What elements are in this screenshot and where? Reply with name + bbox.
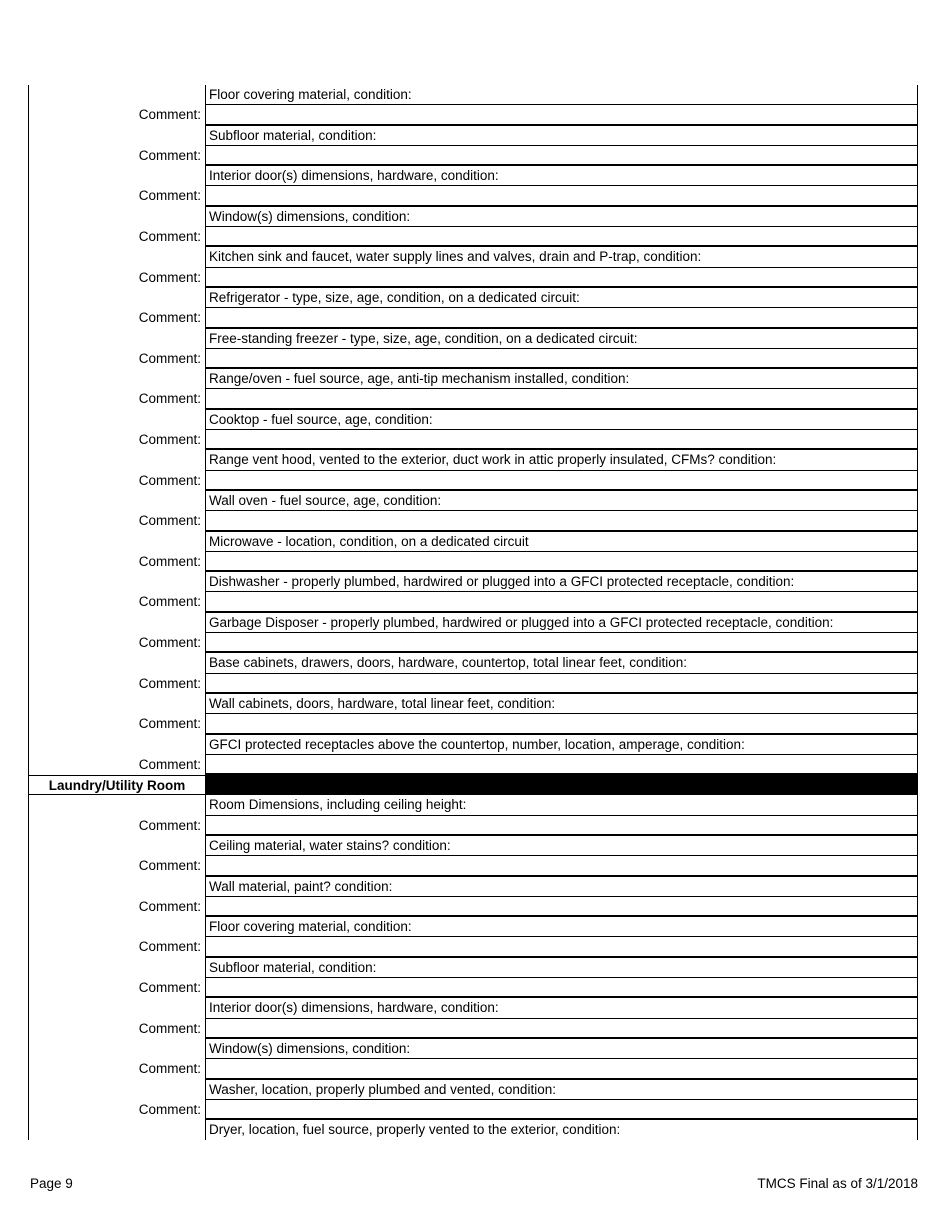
question-row — [28, 166, 918, 186]
comment-field[interactable] — [205, 186, 918, 206]
comment-label: Comment: — [28, 186, 205, 206]
comment-label: Comment: — [28, 897, 205, 917]
comment-field[interactable] — [205, 227, 918, 247]
comment-row — [28, 146, 918, 166]
comment-row — [28, 105, 918, 125]
comment-field[interactable] — [205, 430, 918, 450]
row-label-empty — [28, 836, 205, 856]
question-row — [28, 450, 918, 470]
inspection-form-table — [28, 85, 918, 1140]
comment-field[interactable] — [205, 511, 918, 531]
question-text: Wall material, paint? condition: — [205, 877, 918, 897]
question-row — [28, 735, 918, 755]
question-text: GFCI protected receptacles above the countertop, number, location, amperage, condition: — [205, 735, 918, 755]
comment-row — [28, 349, 918, 369]
row-label-empty — [28, 126, 205, 146]
comment-row — [28, 816, 918, 836]
comment-label: Comment: — [28, 1059, 205, 1079]
question-row — [28, 126, 918, 146]
comment-field[interactable] — [205, 105, 918, 125]
question-row — [28, 491, 918, 511]
comment-field[interactable] — [205, 755, 918, 775]
question-text: Wall cabinets, doors, hardware, total linear feet, condition: — [205, 694, 918, 714]
question-text: Dishwasher - properly plumbed, hardwired or plugged into a GFCI protected receptacle, condition: — [205, 572, 918, 592]
row-label-empty — [28, 532, 205, 552]
question-row — [28, 247, 918, 267]
comment-row — [28, 674, 918, 694]
question-text: Window(s) dimensions, condition: — [205, 1039, 918, 1059]
question-row — [28, 410, 918, 430]
row-label-empty — [28, 369, 205, 389]
comment-label: Comment: — [28, 714, 205, 734]
question-text: Wall oven - fuel source, age, condition: — [205, 491, 918, 511]
row-label-empty — [28, 998, 205, 1018]
question-text: Dryer, location, fuel source, properly vented to the exterior, condition: — [205, 1120, 918, 1140]
question-row — [28, 998, 918, 1018]
section-header-row — [28, 775, 918, 795]
comment-row — [28, 897, 918, 917]
comment-row — [28, 714, 918, 734]
comment-field[interactable] — [205, 1019, 918, 1039]
question-row — [28, 1120, 918, 1140]
question-row — [28, 836, 918, 856]
comment-row — [28, 308, 918, 328]
question-row — [28, 694, 918, 714]
question-row — [28, 795, 918, 815]
question-row — [28, 917, 918, 937]
question-row — [28, 329, 918, 349]
comment-row — [28, 1019, 918, 1039]
question-row — [28, 653, 918, 673]
question-text: Interior door(s) dimensions, hardware, condition: — [205, 166, 918, 186]
comment-field[interactable] — [205, 978, 918, 998]
comment-label: Comment: — [28, 268, 205, 288]
comment-label: Comment: — [28, 552, 205, 572]
comment-label: Comment: — [28, 856, 205, 876]
question-text: Microwave - location, condition, on a dedicated circuit — [205, 532, 918, 552]
comment-label: Comment: — [28, 937, 205, 957]
row-label-empty — [28, 288, 205, 308]
row-label-empty — [28, 613, 205, 633]
comment-field[interactable] — [205, 816, 918, 836]
question-text: Ceiling material, water stains? condition: — [205, 836, 918, 856]
comment-field[interactable] — [205, 937, 918, 957]
comment-row — [28, 268, 918, 288]
comment-field[interactable] — [205, 592, 918, 612]
row-label-empty — [28, 1120, 205, 1140]
comment-label: Comment: — [28, 471, 205, 491]
row-label-empty — [28, 410, 205, 430]
comment-field[interactable] — [205, 268, 918, 288]
question-text: Subfloor material, condition: — [205, 958, 918, 978]
row-label-empty — [28, 694, 205, 714]
section-title: Laundry/Utility Room — [28, 775, 205, 795]
comment-row — [28, 511, 918, 531]
comment-row — [28, 633, 918, 653]
document-version: TMCS Final as of 3/1/2018 — [757, 1176, 918, 1191]
question-text: Washer, location, properly plumbed and vented, condition: — [205, 1080, 918, 1100]
comment-row — [28, 552, 918, 572]
comment-field[interactable] — [205, 471, 918, 491]
comment-label: Comment: — [28, 146, 205, 166]
question-text: Room Dimensions, including ceiling height: — [205, 795, 918, 815]
question-text: Floor covering material, condition: — [205, 85, 918, 105]
comment-label: Comment: — [28, 511, 205, 531]
row-label-empty — [28, 1080, 205, 1100]
comment-label: Comment: — [28, 349, 205, 369]
comment-field[interactable] — [205, 856, 918, 876]
comment-row — [28, 186, 918, 206]
row-label-empty — [28, 207, 205, 227]
page-number: Page 9 — [30, 1176, 73, 1191]
row-label-empty — [28, 877, 205, 897]
comment-field[interactable] — [205, 1059, 918, 1079]
comment-label: Comment: — [28, 105, 205, 125]
question-row — [28, 207, 918, 227]
question-text: Interior door(s) dimensions, hardware, condition: — [205, 998, 918, 1018]
comment-field[interactable] — [205, 714, 918, 734]
question-text: Refrigerator - type, size, age, condition, on a dedicated circuit: — [205, 288, 918, 308]
comment-label: Comment: — [28, 1100, 205, 1120]
question-row — [28, 288, 918, 308]
comment-row — [28, 471, 918, 491]
comment-row — [28, 430, 918, 450]
comment-row — [28, 1059, 918, 1079]
question-row — [28, 532, 918, 552]
row-label-empty — [28, 491, 205, 511]
comment-row — [28, 1100, 918, 1120]
comment-label: Comment: — [28, 755, 205, 775]
row-label-empty — [28, 735, 205, 755]
question-text: Window(s) dimensions, condition: — [205, 207, 918, 227]
comment-field[interactable] — [205, 897, 918, 917]
question-text: Subfloor material, condition: — [205, 126, 918, 146]
question-text: Range vent hood, vented to the exterior, duct work in attic properly insulated, CFMs? condition: — [205, 450, 918, 470]
comment-label: Comment: — [28, 633, 205, 653]
row-label-empty — [28, 166, 205, 186]
comment-label: Comment: — [28, 389, 205, 409]
question-row — [28, 877, 918, 897]
row-label-empty — [28, 1039, 205, 1059]
comment-label: Comment: — [28, 1019, 205, 1039]
question-text: Floor covering material, condition: — [205, 917, 918, 937]
comment-label: Comment: — [28, 430, 205, 450]
comment-row — [28, 978, 918, 998]
comment-label: Comment: — [28, 978, 205, 998]
question-row — [28, 1080, 918, 1100]
section-header-bar — [205, 775, 918, 795]
question-row — [28, 958, 918, 978]
question-row — [28, 572, 918, 592]
question-text: Kitchen sink and faucet, water supply lines and valves, drain and P-trap, condition: — [205, 247, 918, 267]
row-label-empty — [28, 85, 205, 105]
question-row — [28, 1039, 918, 1059]
question-text: Cooktop - fuel source, age, condition: — [205, 410, 918, 430]
comment-label: Comment: — [28, 816, 205, 836]
comment-row — [28, 937, 918, 957]
question-text: Base cabinets, drawers, doors, hardware, countertop, total linear feet, condition: — [205, 653, 918, 673]
row-label-empty — [28, 329, 205, 349]
comment-field[interactable] — [205, 308, 918, 328]
comment-field[interactable] — [205, 349, 918, 369]
comment-field[interactable] — [205, 146, 918, 166]
comment-label: Comment: — [28, 308, 205, 328]
comment-field[interactable] — [205, 633, 918, 653]
question-text: Free-standing freezer - type, size, age, condition, on a dedicated circuit: — [205, 329, 918, 349]
comment-label: Comment: — [28, 674, 205, 694]
question-row — [28, 613, 918, 633]
row-label-empty — [28, 917, 205, 937]
row-label-empty — [28, 653, 205, 673]
row-label-empty — [28, 247, 205, 267]
comment-label: Comment: — [28, 592, 205, 612]
comment-field[interactable] — [205, 1100, 918, 1120]
comment-row — [28, 227, 918, 247]
question-row — [28, 369, 918, 389]
comment-row — [28, 755, 918, 775]
comment-label: Comment: — [28, 227, 205, 247]
comment-field[interactable] — [205, 674, 918, 694]
comment-row — [28, 856, 918, 876]
row-label-empty — [28, 572, 205, 592]
comment-field[interactable] — [205, 552, 918, 572]
comment-row — [28, 389, 918, 409]
comment-row — [28, 592, 918, 612]
question-row — [28, 85, 918, 105]
row-label-empty — [28, 450, 205, 470]
question-text: Range/oven - fuel source, age, anti-tip mechanism installed, condition: — [205, 369, 918, 389]
comment-field[interactable] — [205, 389, 918, 409]
row-label-empty — [28, 958, 205, 978]
row-label-empty — [28, 795, 205, 815]
question-text: Garbage Disposer - properly plumbed, hardwired or plugged into a GFCI protected receptacle, condition: — [205, 613, 918, 633]
